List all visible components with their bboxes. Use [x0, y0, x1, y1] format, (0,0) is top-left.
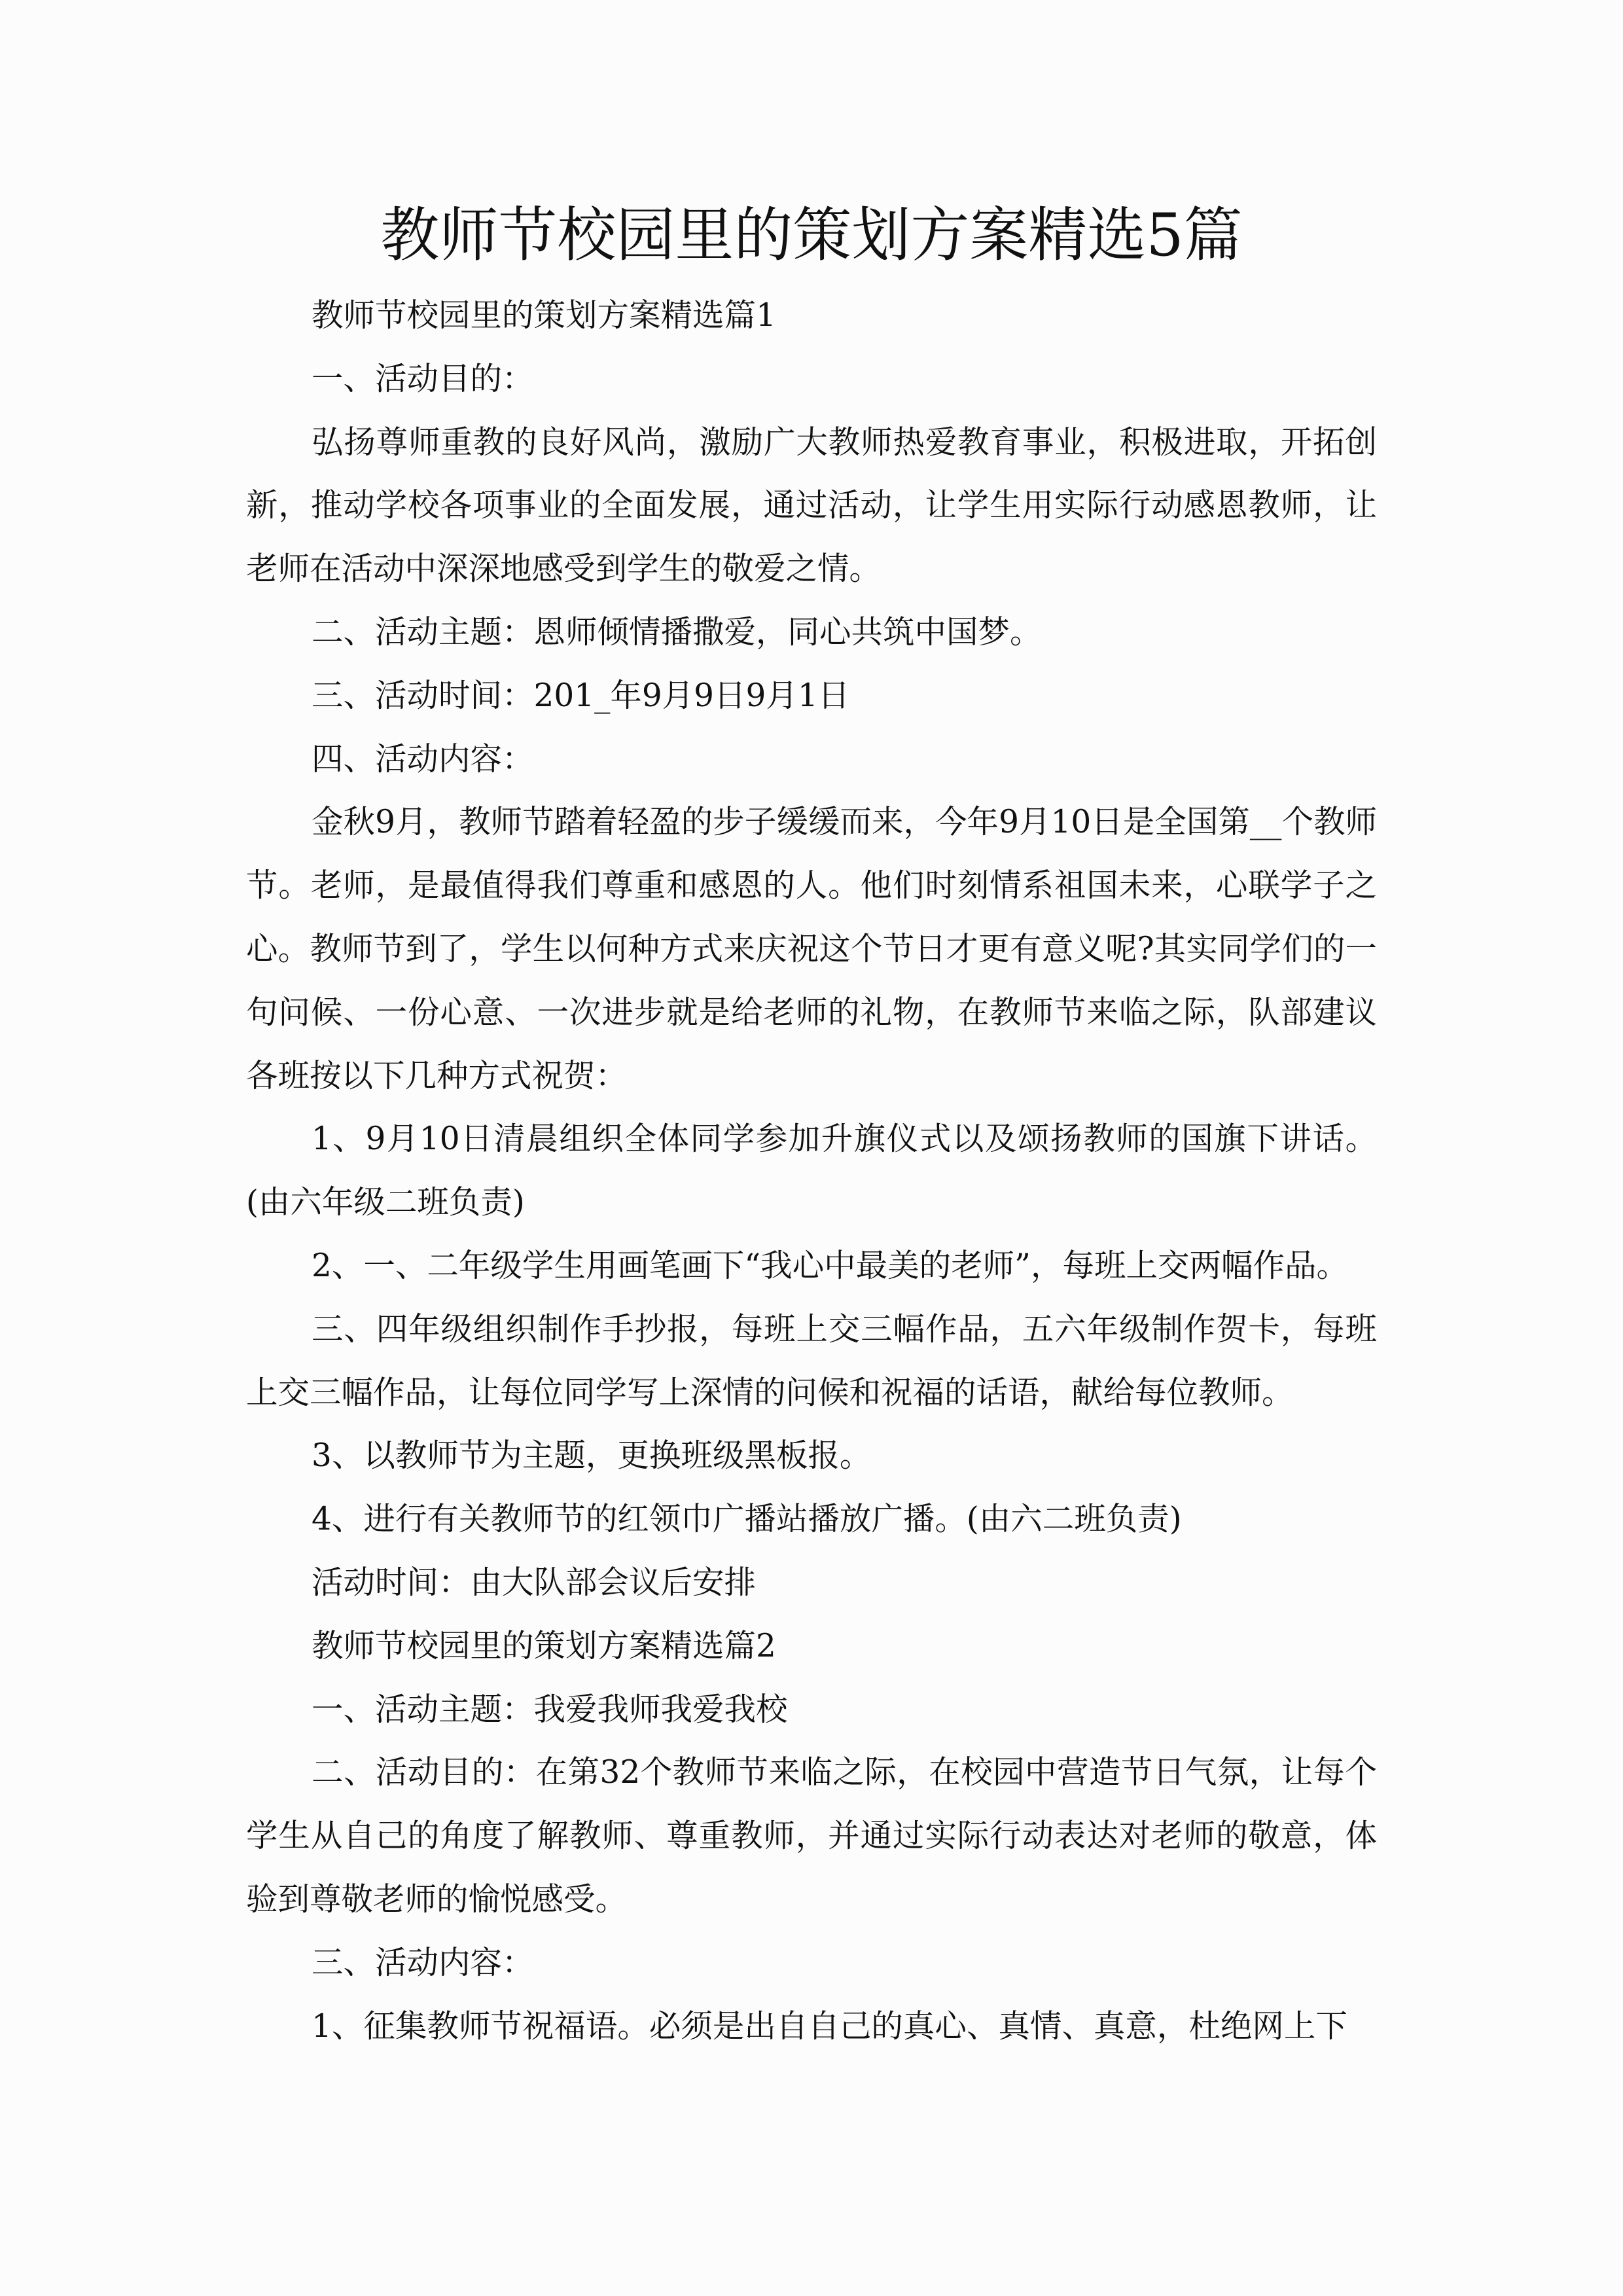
list-item-4: 4、进行有关教师节的红领巾广播站播放广播。(由六二班负责)	[312, 1501, 1182, 1538]
list-item-2-1: 1、征集教师节祝福语。必须是出自自己的真心、真情、真意，杜绝网上下	[312, 2007, 1347, 2045]
section-heading-2: 教师节校园里的策划方案精选篇2	[312, 1627, 776, 1664]
section-heading-1: 教师节校园里的策划方案精选篇1	[312, 297, 776, 334]
heading-content-2: 三、活动内容：	[312, 1944, 534, 1981]
heading-theme: 二、活动主题：恩师倾情播撒爱，同心共筑中国梦。	[312, 613, 1042, 651]
paragraph-purpose-2: 二、活动目的：在第32个教师节来临之际，在校园中营造节日气氛，让每个学生从自己的角度了解教师、尊重教师，并通过实际行动表达对老师的敬意，体验到尊敬老师的愉悦感受。	[246, 1754, 1377, 1918]
list-item-2b: 三、四年级组织制作手抄报，每班上交三幅作品，五六年级制作贺卡，每班上交三幅作品，让每位同学写上深情的问候和祝福的话语，献给每位教师。	[246, 1310, 1377, 1411]
list-item-2: 2、一、二年级学生用画笔画下“我心中最美的老师”，每班上交两幅作品。	[312, 1247, 1348, 1284]
paragraph-purpose: 弘扬尊师重教的良好风尚，激励广大教师热爱教育事业，积极进取，开拓创新，推动学校各项事业的全面发展，通过活动，让学生用实际行动感恩教师，让老师在活动中深深地感受到学生的敬爱之情。	[246, 423, 1377, 588]
document-page	[246, 190, 1377, 2058]
document-title: 教师节校园里的策划方案精选5篇	[380, 201, 1243, 270]
heading-theme-2: 一、活动主题：我爱我师我爱我校	[312, 1691, 788, 1728]
paragraph-intro: 金秋9月，教师节踏着轻盈的步子缓缓而来，今年9月10日是全国第__个教师节。老师，是最值得我们尊重和感恩的人。他们时刻情系祖国未来，心联学子之心。教师节到了，学生以何种方式来庆祝这个节日才更有意义呢?其实同学们的一句问候、一份心意、一次进步就是给老师的礼物，在教师节来临之际，队部建议各班按以下几种方式祝贺：	[246, 804, 1377, 1094]
activity-time: 活动时间：由大队部会议后安排	[312, 1564, 757, 1601]
list-item-3: 3、以教师节为主题，更换班级黑板报。	[312, 1437, 872, 1475]
list-item-1: 1、9月10日清晨组织全体同学参加升旗仪式以及颂扬教师的国旗下讲话。(由六年级二班负责)	[246, 1121, 1377, 1221]
heading-time: 三、活动时间：201_年9月9日9月1日	[312, 677, 850, 714]
heading-content: 四、活动内容：	[312, 740, 534, 778]
heading-purpose: 一、活动目的：	[312, 360, 534, 397]
